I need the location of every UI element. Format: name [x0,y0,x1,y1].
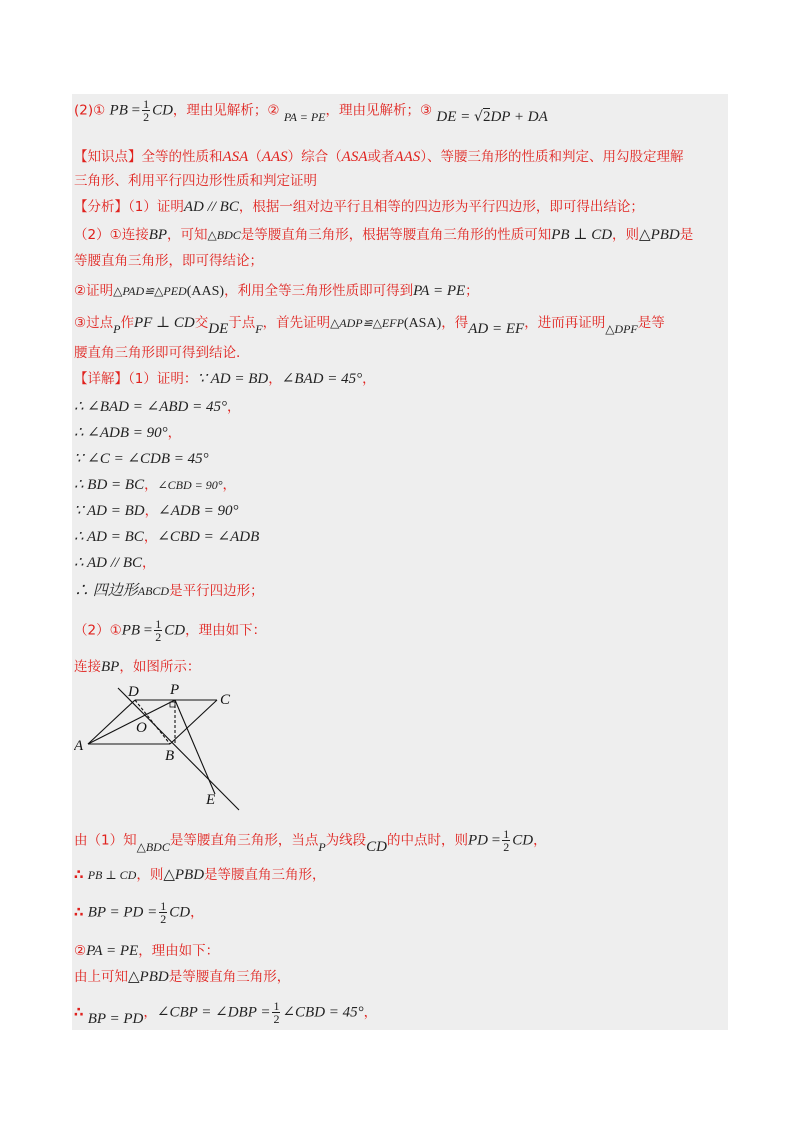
math-eq: = [131,102,141,119]
math-tri-dpf: △DPF [605,322,638,336]
math-pb-perp-cd: PB ⊥ CD [551,227,613,243]
comma: ， [190,904,204,921]
analysis-2-cont [74,250,728,272]
a4-text-5: ，首先证明 [262,315,331,331]
part-2-2 [74,940,728,962]
proof-step-8 [74,580,728,602]
part-label: (2) [74,102,94,119]
math-step: ∵ AD = BD [74,503,145,519]
kp-paren: （ [248,149,262,165]
math-bp: BP [101,659,120,675]
math-bad-45: ∠BAD = 45° [281,371,363,387]
therefore-sign: ∴ [74,904,84,921]
part-2-reason-1 [74,828,728,853]
analysis-2 [74,224,728,246]
frac-num: 1 [503,827,510,841]
knowledge-point [74,146,728,168]
connect-bp [74,656,728,678]
kp-asa-2: ASA [341,149,368,165]
math-bp: BP [148,227,168,243]
part-2-reason-2 [74,864,728,886]
frac-den: 2 [143,110,150,124]
math-de: DE = [436,108,475,125]
proof-step-7 [74,552,728,574]
kp-aas-2: AAS [394,149,421,165]
math-abcd: ABCD [137,584,170,598]
analysis-3 [74,280,728,303]
edge-ad [88,700,135,744]
comma: ， [167,425,182,441]
part-2-1 [74,618,728,643]
connect-text: 连接 [74,659,101,675]
comma: ， [227,399,241,415]
geometry-figure [74,678,254,814]
math-p: P [113,322,121,336]
kp-aas: AAS [261,149,288,165]
proof-step-5 [74,500,728,522]
math-bp-pd: BP = PD = [87,904,158,921]
math-step: ∴ BD = BC [74,477,145,493]
math-congruent: △PAD≌△PED [113,284,187,298]
part-2-2-reason-1 [74,966,728,988]
math-tri-pbd: △PBD [128,969,169,985]
proof-step-4 [74,474,728,496]
frac-num: 1 [160,899,167,913]
math-eq: = [143,622,153,639]
analysis-4-cont [74,342,728,364]
proof-step-3 [74,448,728,470]
label-p: P [170,682,180,698]
comma: ， [143,1004,157,1021]
circle-2: ② [267,102,280,119]
comma: ， [268,371,282,387]
comma: ， [142,555,156,571]
r2-text-1: ，则 [136,867,164,883]
kp-or: 或者 [367,149,395,165]
label-c: C [220,692,231,708]
math-step: ∴ ∠BAD = ∠ABD = 45° [74,399,227,415]
frac-den: 2 [160,912,167,926]
segment-pe [175,700,215,794]
kp-text-3: ）、等腰三角形的性质和判定、用勾股定理解 [420,149,684,165]
fraction-half [142,98,150,123]
math-bp-pd: BP = PD [87,1010,144,1027]
comma: ， [363,1004,378,1021]
label-e: E [206,792,216,808]
math-cd: CD [512,832,534,849]
math-tri-pbd: △PBD [639,227,680,243]
knowledge-point-cont [74,170,728,192]
math-pa-pe: PA = PE [283,109,326,124]
frac-den: 2 [273,1012,280,1026]
sqrt-sign: √ [474,108,483,125]
analysis-4 [74,312,728,335]
math-f: F [255,322,263,336]
a4-text-4: 于点 [228,315,256,331]
math-step: ∴ AD // BC [74,555,143,571]
math-cd: CD [366,838,388,855]
math-step: ∴ ∠ADB = 90° [74,425,168,441]
a4-text-9: 腰直角三角形即可得到结论. [74,345,241,361]
math-ad-par-bc: AD // BC [183,199,239,215]
math-pb-perp-cd: PB ⊥ CD [87,868,137,882]
math-angles: ∠CBP = ∠DBP = [156,1004,271,1021]
math-pf-perp-cd: PF ⊥ CD [133,315,195,331]
a2-text-6: 等腰直角三角形，即可得结论； [74,253,263,269]
a4-text-1: ③过点 [74,315,114,331]
analysis-1 [74,196,728,218]
frac-den: 2 [503,840,510,854]
math-dp-da: DP + DA [490,108,548,125]
math-step: ∴ 四边形 [74,583,138,599]
a4-text-7: ，进而再证明 [524,315,606,331]
math-cd: CD [152,102,173,119]
a2-text-2: ，可知 [167,227,208,243]
r1-text-4: 的中点时，则 [387,832,469,849]
math-p: P [318,839,326,854]
fraction-half [502,828,510,853]
proof-step-2 [74,422,728,444]
conclusion-text: 是平行四边形； [169,583,264,599]
a2-text-4: ，则 [612,227,640,243]
math-step: ∠CBD = ∠ADB [157,529,260,545]
a4-text-3: 交 [194,315,209,331]
math-pb: PB [121,622,141,639]
analysis-text: ，根据一组对边平行且相等的四边形为平行四边形，即可得出结论； [238,199,644,215]
detail-1 [74,368,728,390]
a4-text-8: 是等 [637,315,665,331]
comma: ， [533,832,547,849]
therefore-sign: ∴ [74,867,84,883]
math-tri-bdc: △BDC [207,228,241,242]
kp-asa: ASA [222,149,249,165]
a3-text-3: ； [465,283,479,299]
math-tri-bdc: △BDC [136,839,170,854]
label-b: B [165,748,175,764]
r1-text-1: 由（1）知 [74,832,137,849]
edge-cb [170,700,217,744]
comma: ， [362,371,376,387]
kp-text-4: 三角形、利用平行四边形性质和判定证明 [74,173,317,189]
kp-text-1: 【知识点】全等的性质和 [74,149,223,165]
as-shown-text: ，如图所示： [119,659,201,675]
math-de-2: DE [208,321,229,337]
analysis-label: 【分析】（1）证明 [74,199,184,215]
r2-text-2: 是等腰直角三角形， [204,867,326,883]
comma: ， [144,503,159,519]
a2-text-1: （2）①连接 [74,227,149,243]
a2-text-5: 是 [679,227,694,243]
math-pd: PD [468,832,489,849]
a2-text-3: 是等腰直角三角形，根据等腰直角三角形的性质可知 [240,227,552,243]
fraction-half [272,1000,280,1025]
math-pa-pe-2: PA = PE [413,283,466,299]
sqrt-arg: 2 [482,108,491,125]
answer-summary [74,98,728,123]
math-tri-pbd: △PBD [163,867,205,883]
math-ad-ef: AD = EF [468,321,525,337]
math-aas: (AAS) [186,284,225,299]
part-2-reason-3 [74,900,728,925]
detail-label: 【详解】（1）证明： [74,371,198,387]
circle-1: ① [93,102,106,119]
math-eq: = [491,832,501,849]
proof-step-6 [74,526,728,548]
frac-num: 1 [143,97,150,111]
math-cd: CD [164,622,186,639]
therefore-sign: ∴ [74,1004,84,1021]
label-d: D [128,684,139,700]
reason-text: ，理由见解析； [172,102,268,119]
math-pa-pe: PA = PE [86,943,139,959]
comma: ， [143,529,158,545]
a3-text-2: ，利用全等三角形性质即可得到 [224,283,414,299]
math-congruent-2: △ADP≌△EFP [330,316,404,330]
math-cbd-45: ∠CBD = 45° [282,1004,364,1021]
r3-text-1: 由上可知 [74,969,128,985]
frac-num: 1 [273,999,280,1013]
reason-text-2: ，理由见解析； [325,102,420,119]
math-step: ∠CBD = 90° [157,478,223,492]
circle-3: ③ [419,102,433,119]
r1-text-3: 为线段 [325,832,367,849]
comma: ， [144,477,158,493]
math-step: ∵ ∠C = ∠CDB = 45° [74,451,209,467]
math-ad-bd: ∵ AD = BD [197,371,269,387]
reason-follows: ，理由如下： [185,622,267,639]
frac-num: 1 [155,617,162,631]
a4-text-6: ，得 [441,315,469,331]
a3-text-1: ②证明 [74,283,114,299]
part-2-2-reason-2 [74,1000,728,1025]
part-2-label: （2）① [74,622,122,639]
circle-2: ② [74,943,87,959]
math-step: ∠ADB = 90° [158,503,239,519]
label-o: O [136,720,147,736]
r1-text-2: 是等腰直角三角形，当点 [169,832,319,849]
math-step: ∴ AD = BC [74,529,144,545]
math-asa: (ASA) [403,316,442,331]
comma: ， [222,477,237,493]
fraction-half [159,900,167,925]
frac-den: 2 [155,630,162,644]
proof-step-1 [74,396,728,418]
fraction-half [154,618,162,643]
math-pb: PB [109,102,128,119]
kp-text-2: ）综合（ [287,149,342,165]
segment-ap [88,700,175,744]
reason-follows: ，理由如下： [138,943,220,959]
label-a: A [74,738,84,754]
a4-text-2: 作 [120,315,134,331]
r3-text-2: 是等腰直角三角形， [168,969,291,985]
math-cd: CD [169,904,191,921]
